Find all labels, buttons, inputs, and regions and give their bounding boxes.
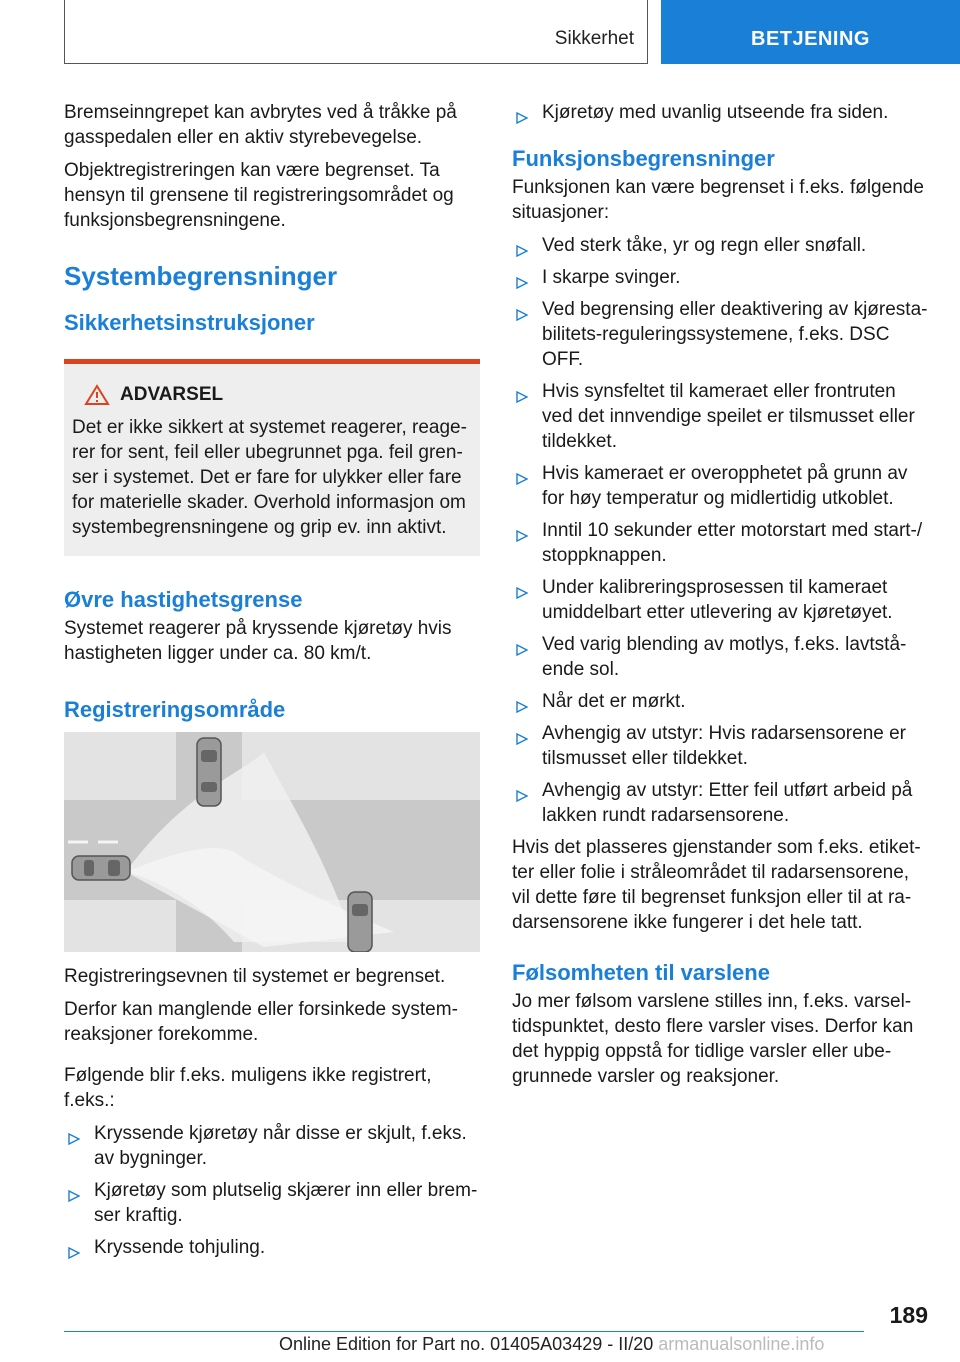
triangle-bullet-icon [516, 524, 528, 549]
triangle-bullet-icon [68, 1184, 80, 1209]
triangle-bullet-icon [516, 303, 528, 328]
list-item: Ved varig blending av motlys, f.eks. lavtstående sol. [512, 632, 928, 682]
ego-car-icon [72, 856, 130, 880]
car-right-icon [348, 892, 372, 952]
list-item: Hvis synsfeltet til kameraet eller frontruten ved det innvendige speilet er tilsmusset eller tildekket. [512, 379, 928, 454]
triangle-bullet-icon [516, 638, 528, 663]
triangle-bullet-icon [516, 695, 528, 720]
left-column [64, 100, 480, 1267]
page-number: 189 [889, 1302, 928, 1328]
warning-triangle-icon [84, 384, 110, 406]
warning-title-text: ADVARSEL [120, 384, 224, 405]
heading-warning-sensitivity: Følsomheten til varslene [512, 960, 770, 985]
triangle-bullet-icon [516, 239, 528, 264]
list-item: Avhengig av utstyr: Hvis radarsensorene er tilsmusset eller tildekket. [512, 721, 928, 771]
list-item: Hvis kameraet er overopphetet på grunn av for høy temperatur og midlertidig utkoblet. [512, 461, 928, 511]
paragraph: Systemet reagerer på kryssende kjøretøy hvis hastigheten ligger under ca. 80 km/t. [64, 618, 452, 664]
list-item: Inntil 10 sekunder etter motorstart med start-/ stoppknappen. [512, 518, 928, 568]
list-item: Under kalibreringsprosessen til kameraet umiddelbart etter utlevering av kjøretøyet. [512, 575, 928, 625]
list-item: Kryssende tohjuling. [64, 1235, 480, 1260]
left-bullet-list [64, 1121, 480, 1260]
triangle-bullet-icon [516, 581, 528, 606]
right-top-bullet [512, 100, 928, 125]
triangle-bullet-icon [68, 1127, 80, 1152]
heading-speed-limit: Øvre hastighetsgrense [64, 587, 303, 612]
right-bullet-list [512, 233, 928, 828]
paragraph: Registreringsevnen til systemet er begrenset. [64, 966, 446, 987]
paragraph: Objektregistreringen kan være begrenset. Ta hensyn til grensene til registreringsområdet og funksjonsbegrensningene. [64, 160, 454, 231]
triangle-bullet-icon [516, 467, 528, 492]
heading-safety: Sikkerhetsinstruksjoner [64, 310, 315, 335]
list-item: Avhengig av utstyr: Etter feil utført arbeid på lakken rundt radarsensorene. [512, 778, 928, 828]
paragraph: Følgende blir f.eks. muligens ikke registrert, f.eks.: [64, 1065, 432, 1111]
list-item: Kjøretøy med uvanlig utseende fra siden. [512, 100, 928, 125]
footer-divider [64, 1331, 864, 1332]
triangle-bullet-icon [516, 727, 528, 752]
list-item: Kryssende kjøretøy når disse er skjult, f.eks. av bygninger. [64, 1121, 480, 1171]
triangle-bullet-icon [516, 271, 528, 296]
paragraph: Derfor kan manglende eller forsinkede systemreaksjoner forekomme. [64, 999, 458, 1045]
right-column [512, 100, 928, 1097]
warning-title [72, 382, 472, 407]
car-top-icon [197, 738, 221, 806]
list-item: Ved sterk tåke, yr og regn eller snøfall. [512, 233, 928, 258]
paragraph: Bremseinngrepet kan avbrytes ved å tråkke på gasspedalen eller en aktiv styrebevegelse. [64, 102, 457, 148]
list-item: Kjøretøy som plutselig skjærer inn eller bremser kraftig. [64, 1178, 480, 1228]
footer-watermark: armanualsonline.info [658, 1334, 825, 1354]
footer-edition [279, 1334, 824, 1355]
intersection-diagram [64, 732, 480, 952]
triangle-bullet-icon [68, 1241, 80, 1266]
header-chapter-tab: BETJENING [661, 0, 960, 64]
paragraph: Funksjonen kan være begrenset i f.eks. følgende situasjoner: [512, 177, 924, 223]
heading-detection-area: Registreringsområde [64, 697, 286, 722]
triangle-bullet-icon [516, 784, 528, 809]
list-item: Når det er mørkt. [512, 689, 928, 714]
triangle-bullet-icon [516, 385, 528, 410]
warning-text: Det er ikke sikkert at systemet reagerer, reagerer for sent, feil eller ubegrunnet pga. feil grenser i systemet. Det er fare for ulykker eller fare for materielle skader. Overhold informasjon om systembegrensningene og grip ev. inn aktivt. [72, 417, 467, 538]
paragraph: Hvis det plasseres gjenstander som f.eks. etiketter eller folie i stråleområdet til radarsensorene, vil dette føre til begrenset funksjon eller til at radarsensorene ikke fungerer i det hele tatt. [512, 837, 921, 933]
heading-function-limits: Funksjonsbegrensninger [512, 146, 775, 171]
triangle-bullet-icon [516, 106, 528, 131]
header-section-title: Sikkerhet [554, 28, 634, 49]
footer-edition-text: Online Edition for Part no. 01405A03429 - II/20 [279, 1334, 654, 1354]
detection-area-illustration [64, 732, 480, 952]
heading-system-limits: Systembegrensninger [64, 261, 338, 291]
paragraph: Jo mer følsom varslene stilles inn, f.eks. varseltidspunktet, desto flere varsler vises. Derfor kan det hyppig oppstå for tidlige varsler eller ubegrunnede varsler og reaksjoner. [512, 991, 914, 1087]
warning-box [64, 359, 480, 556]
list-item: Ved begrensing eller deaktivering av kjørestabilitets-reguleringssystemene, f.eks. DSC OFF. [512, 297, 928, 372]
list-item: I skarpe svinger. [512, 265, 928, 290]
